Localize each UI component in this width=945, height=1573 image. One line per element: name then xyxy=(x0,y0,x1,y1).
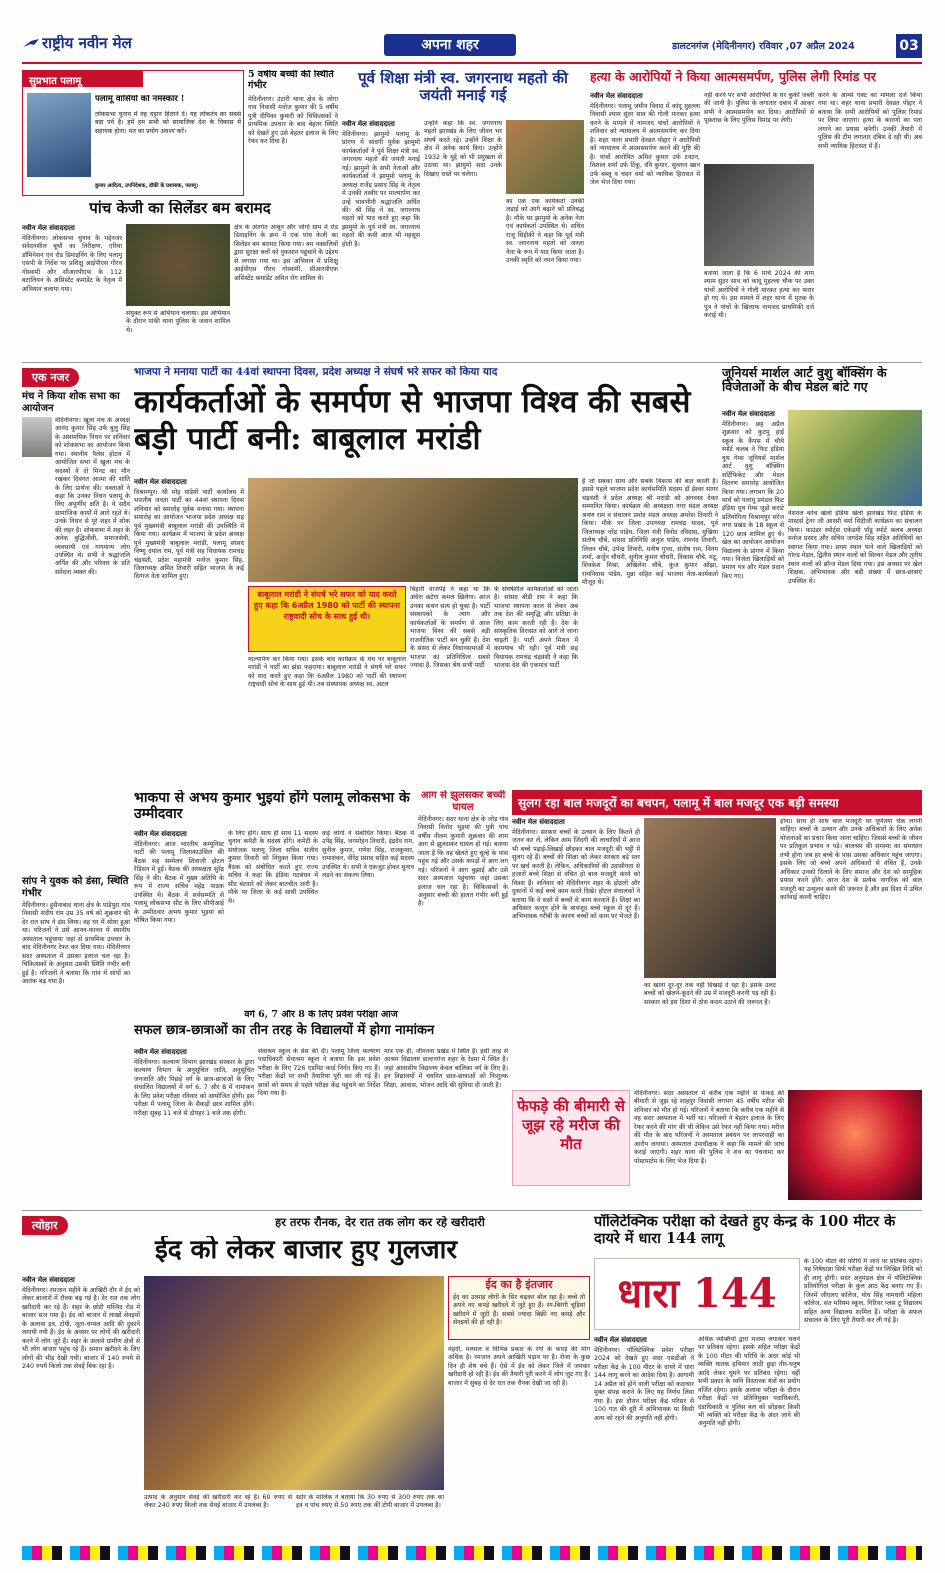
eid-caption: उत्पाद के अनुसार सेवई की खरीदारी कर रहे हैं। 60 रुपए से लेकर 240 रुपए किलो तक सेवई बाजार में उपलब्ध है। xyxy=(144,1494,292,1510)
shoksabha-headline: मंच ने किया शोक सभा का आयोजन xyxy=(22,391,120,414)
snakebite-body: मेदिनीनगर। हुसैनाबाद थाना क्षेत्र के पांडेपुरा गांव निवासी संदीप राम उम्र 35 वर्ष को शुक्रवार की देर रात सांप ने डंस लिया। वह घर में सोया हुआ था। परिजनों ने उसे आनन-फानन में स्थानीय अस्पताल पहुंचाया जहां से प्राथमिक उपचार के बाद मेदिनीनगर रेफर कर दिया गया। मेदिनीनगर सदर अस्पताल में उसका इलाज चल रहा है। चिकित्सकों के अनुसार उसकी स्थिति गंभीर बनी हुई है। परिजनों ने बताया कि गांव में सांपों का आतंक बढ़ गया है। xyxy=(22,902,130,985)
masthead xyxy=(22,34,922,62)
bjp-col1 xyxy=(134,478,244,786)
section-144-graphic xyxy=(594,1258,800,1330)
eid-story xyxy=(22,1214,590,1539)
jagarnath-col2: उन्होंने कहा कि स्व. जगरनाथ महतो झारखंड के लिए जीवन भर संघर्ष करते रहे। उन्होंने शिक्षा के क्षेत्र में अनेक कार्य किए। उन्होंने 1932 के मुद्दे को भी प्रमुखता से उठाया था। झामुमो सदा उनके दिखाए रास्ते पर चलेगा। xyxy=(424,120,502,178)
nomination-strapline: वर्ग 6, 7 और 8 के लिए प्रवेश परीक्षा आज xyxy=(244,1010,398,1020)
suprabhat-sign: कुमार आदित्य, उपनिदेशक, डॉकी के प्रशासक, पलामू। xyxy=(95,183,199,189)
lung-disease-story xyxy=(512,1090,922,1206)
child-labour-text-1: मेदिनीनगर। सरकार बच्चों के उत्थान के लिए कितने ही जतन कर लें, लेकिन आम जिंदगी की लाचारियों में आज भी बच्चे पढ़ाई-लिखाई छोड़कर बाल मजदूरी की भट्ठी में सुलग रहे हैं। बच्चों की शिक्षा को लेकर सरकार बड़े स्तर पर खर्च करती है। लेकिन, अधिकारियों की उदासीनता से हजारों बच्चे शिक्षा से वंचित हो बाल मजदूरी करने को विवश हैं। शनिवार को मेदिनीनगर शहर के होटलों और दुकानों में कई बच्चे काम करते दिखे। होटल संचालकों ने बताया कि वे सस्ते में बच्चों से काम करवाते हैं। शिक्षा का अधिकार कानून होने के बावजूद बच्चे स्कूल से दूर हैं। अभिभावक गरीबी के कारण बच्चों को काम पर भेजते हैं। xyxy=(512,829,640,921)
abhay-text-2: के लिए होंगे। साथ ही साथ 11 सदस्य चुनाव कमेटी के सदस्य होंगे। कमेटी के संयोजक पलामू जिला सचिव संजीव कुमार तिवारी को नियुक्त किया गया। बैठक को संबोधित करते हुए राज्य सचिव ने कहा कि इंडिया गठबंधन में सीट बंटवारे को लेकर बातचीत जारी है। मौके पर जिला के कई साथी उपस्थित थे। xyxy=(228,830,318,905)
wushu-col1 xyxy=(722,410,784,786)
dateline: डालटनगंज (मेदिनीनगर) रविवार ,07 अप्रैल 2024 xyxy=(672,41,855,52)
polytechnic-headline: पॉलिटेक्निक परीक्षा को देखते हुए केन्द्र के 100 मीटर के दायरे में धारा 144 लागू xyxy=(594,1214,896,1247)
section-144-text: धारा 144 xyxy=(617,1270,777,1317)
cylinder-photo xyxy=(126,224,230,306)
child-labour-caption: का खाना दूर-दूर तक नहीं दिखाई दे रहा है। इसके उलट बच्चों को खेलने-कूदने की उम्र में मजदूरी करनी पड़ रही है। सरकार को इस दिशा में ठोस कदम उठाने की जरूरत है। xyxy=(644,982,776,1006)
wushu-headline: जूनियर्स मार्शल आर्ट वुशु बॉक्सिंग के विजेताओं के बीच मेडल बांटे गए xyxy=(722,366,887,395)
surrender-text-1: मेदिनीनगर। पलामू जमीन विवाद में कांदू मुहल्ला निवासी श्याम सुंदर साव की गोली मारकर हत्या करने के मामले में नामजद पांचों आरोपियों ने शनिवार को न्यायालय में आत्मसमर्पण कर दिया है। शहर थाना प्रभारी देवव्रत पोद्दार ने आरोपियों को न्यायालय में आत्मसमर्पण करने की पुष्टि की है। पांचों आरोपित अमित कुमार उर्फ टनटन, विशाल शर्मा उर्फ टिंकू, रवि कुमार, सुल्तान खान उर्फ बब्लू व चंदन वर्मा को न्यायिक हिरासत में जेल भेज दिया गया। xyxy=(590,103,700,186)
abhay-col1 xyxy=(134,830,224,1006)
child-labour-text-2: होना। साथ ही साथ बाल मजदूरी पर पूर्णतया रोक लगनी चाहिए। बच्चों के उत्थान और उनके अधिकारों के लिए अनेक योजनाओं का प्रचार किया जाना चाहिए। जिससे बच्चों के जीवन पर प्रतिकूल प्रभाव न पड़े। बालश्रम की समस्या का समाधान तभी होगा जब हर बच्चे के पास उसका अधिकार पहुंच जाएगा। इसके लिए जो बच्चे अपने अधिकारों से वंचित हैं, उनके अधिकार उनको दिलाने के लिए समाज और देश को सामूहिक प्रयास करने होंगे। आज देश के प्रत्येक नागरिक को बाल मजदूरी का उन्मूलन करने की जरूरत है और इस दिशा में उचित कार्रवाई करनी चाहिए। xyxy=(780,818,922,901)
cylinder-byline: नवीन मेल संवाददाता xyxy=(22,224,75,232)
bird-logo-icon xyxy=(22,36,40,50)
polytechnic-text-2: अधिक व्यक्तियों द्वारा मजमा लगाकर चलने पर प्रतिबंध रहेगा। इसके सहित परीक्षा केंद्रों के 100 मीटर की परिधि के अंदर कोई भी व्यक्ति घातक हथियार लाठी छुड़ा तीर-धनुष आदि लेकर घूमने पर प्रतिबंध रहेगा। वहीं सभी प्रकार के ध्वनि विस्तारक यंत्रों का प्रयोग वर्जित रहेगा। इसके अलावा परीक्षा के दौरान परीक्षा केंद्रों पर प्रतिनियुक्त पदाधिकारी, दंडाधिकारी व पुलिस बल को छोड़कर किसी भी व्यक्ति को परीक्षा केंद्र के अंदर जाने की अनुमति नहीं होगी। xyxy=(698,1336,800,1428)
cylinder-text-1: मेदिनीनगर। लोकसभा चुनाव के मद्देनजर संवेदनशील बूथों का निरीक्षण, एरिया डॉमिनेशन एवं रोड डिमाइनिंग के लिए पलामू एसपी के निर्देश पर प्रशिक्षु आईपीएस गौरव गोस्वामी और सीआरपीएफ के 112 बटालियन के असिस्टेंट कमांडेंट के नेतृत्व में अभियान चलाया गया। xyxy=(22,235,122,293)
eid-market-photo xyxy=(144,1276,444,1490)
eid-headline: ईद को लेकर बाजार हुए गुलजार xyxy=(154,1236,458,1265)
abhay-story xyxy=(134,790,414,1006)
polytechnic-story xyxy=(594,1214,922,1539)
fire-headline: आग से झुलसकर बच्ची घायल xyxy=(420,790,506,813)
surrender-text-4: करने के आर्म्स एक्ट का मामला दर्ज किया गया था। शहर थाना प्रभारी देवव्रत पोद्दार ने बताया कि सभी आरोपियों को पुलिस रिमांड पर लिया जाएगा। हत्या के कारणों का पता लगाने का प्रयास करेगी। उनकी तैयारी में पुलिस की टीम लगातार दबिश दे रही थी। अब सभी न्यायिक हिरासत में हैं। xyxy=(818,92,922,150)
abhay-text-3: कई लोगों ने संबोधित किया। बैठक में उपेंद्र सिंह, जगमोहन तिवारी, इंद्रदेव राम, सुनील कुमार, गणेश सिंह, राजकुमार, रामाशंकर, वीरेंद्र प्रसाद सहित कई सदस्य उपस्थित थे। सभी ने एकजुट होकर चुनाव लड़ने का संकल्प लिया। xyxy=(322,830,414,880)
page-number: 03 xyxy=(896,34,922,58)
bjp-text-1: विश्रामपुर। श्री मोइ पांडेयों पार्टी कार्यालय में भारतीय जनता पार्टी का 44वां स्थापना दिवस शनिवार को समारोह पूर्वक मनाया गया। स्थापना समारोह का आयोजन भाजपा प्रदेश अध्यक्ष सह पूर्व मुख्यमंत्री बाबूलाल मरांडी की उपस्थिति में किया गया। कार्यक्रम में भाजपा के प्रदेश अध्यक्ष पूर्व मुख्यमंत्री बाबूलाल मरांडी, पलामू सांसद विष्णु दयाल राम, पूर्व मंत्री सह विधायक रामचंद्र चंद्रवंशी, प्रदेश महामंत्री मनोज कुमार सिंह, जिलाध्यक्ष अमित तिवारी सहित भाजपा के कई दिग्गज नेता शामिल हुए। xyxy=(134,489,244,581)
surrender-text-3: बताया जाता है कि 6 मार्च 2024 की शाम श्याम सुंदर साव को कांदू मुहल्ला चौक पर उक्त पांचों आरोपियों ने गोली मारकर हत्या कर फरार हो गए थे। इस मामले में शहर थाना में मृतक के पुत्र ने पांचों के खिलाफ नामजद प्राथमिकी दर्ज कराई थी। xyxy=(704,270,814,320)
jagarnath-col3: का एक एक कार्यकर्ता उनकी लड़ाई को आगे बढ़ाने को प्रतिबद्ध है। मौके पर झामुमो के अनेक नेता एवं कार्यकर्ता उपस्थित थे। सचिव राजू सिद्दीकी ने कहा कि पूर्व मंत्री स्व. जगरनाथ महतो को जनता नेता के रूप में याद किया जाता है। उनकी स्मृति को नमन किया गया। xyxy=(506,198,584,265)
bjp-text-3: बिहारी वाजपेई ने कहा था कि अंधेरा छंटेगा कमल खिलेगा। आज उनका कथन सत्य हो चुका है। पार्टी संस्थापकों के त्याग और कार्यकर्ताओं के समर्पण से आज भाजपा विश्व की सबसे बड़ी राजनीतिक पार्टी बन चुकी है। देश के संसद से लेकर विधानसभाओं में भाजपा का प्रतिनिधित्व सबसे ज्यादा है, जिसका श्रेय सभी पार्टी xyxy=(410,586,490,669)
eid-byline: नवीन मेल संवाददाता xyxy=(22,1276,75,1284)
wushu-byline: नवीन मेल संवाददाता xyxy=(722,410,775,418)
wushu-text-1: मेदिनीनगर। छह अप्रैल शुक्रवार को कुटमु हाई स्कूल के कैंपस में चौथे स्पोर्ट कलब ने फिट इंडिया यूथ गेम्स जूनियर्स मार्शल आर्ट वुशु बॉक्सिंग सर्टिफिकेट और मेडल वितरण समारोह आयोजित किया गया। लगभग कि 20 मार्च को पलामू प्रमंडल फिट इंडिया यूथ गेम्स जूडो कराटे प्रतियोगिता विश्रामपुर सरेज नगर प्रखंड के 18 स्कूल से 120 छात्र शामिल हुए थे। खेल का आयोजन आयोजन विद्यालय के प्रांगण में किया गया। विजेता खिलाड़ियों को प्रमाण पत्र और मेडल प्रदान किए गए। xyxy=(722,421,784,580)
fire-story xyxy=(418,790,508,1006)
bjp-text-5: है जो सबका साथ और सबके विकास की बात करती है। इससे पहले भाजपा प्रदेश कार्यसमिति सदस्य डॉ ईश्वर सागर चंद्रवंशी ने प्रदेश अध्यक्ष श्री मरांडी को अंगवस्त्र देकर सम्मानित किया। कार्यक्रम की अध्यक्षता नगर मंडल अध्यक्ष श्रवण राम व संचालन प्रमोद मंडल अध्यक्ष अमरेश तिवारी ने किया। मौके पर जिला उपाध्यक्ष रामचंद्र यादव, पूर्व जिलाध्यक्ष नरेंद्र पांडेय, जिला मंत्री विनोद रविदास, मुखिया संतोष चौबे, सांसद प्रतिनिधि अनुज पांडेय, रामनंद तिवारी, लिलन चौबे, उपेन्द्र तिवारी, मनीष गुप्ता, संतोष राम, विनय शर्मा, अर्जुन चौधरी, सुनील कुमार चौधरी, विकास चौबे, मंटू, शिवकेश मिश्रा, अखिलेश चौबे, कुंज कुमार ओझा, रामनिवास पांडेय, मुन्ना सहित कई भाजपा नेता-कार्यकर्ता मौजूद थे। xyxy=(582,478,718,587)
bjp-text-2: माल्यार्पण कर किया गया। इसके बाद कार्यक्रम के मंच पर बाबूलाल मरांडी ने पार्टी का झंडा फहराया। बाबूलाल मरांडी ने संघर्ष भरे सफर को याद करते हुए कहा कि 6अप्रैल 1980 को पार्टी की स्थापना राष्ट्रवादी सोच के साथ हुई थी। तब संस्थापक अध्यक्ष स्व. अटल xyxy=(248,656,406,689)
jagarnath-text-1: मेदिनीनगर। झामुमो पलामू के प्रांगण में सादगी पूर्वक झामुमो कार्यकर्ताओं ने पूर्व शिक्षा मंत्री स्व. जगरनाथ महतो की जयंती मनाई गई। झामुमो के सभी नेताओं और कार्यकर्ताओं ने झामुमो पलामू के अध्यक्ष राजेंद्र प्रसाद सिंह के नेतृत्व में उनकी तस्वीर पर माल्यार्पण कर उन्हें भावभीनी श्रद्धांजलि अर्पित की। श्री सिंह ने स्व. जगरनाथ महतो को याद करते हुए कहा कि झामुमो के पूर्व मंत्री स्व. जगरनाथ महतो की कमी आज भी महसूस होती है। xyxy=(342,131,420,248)
polytechnic-byline: नवीन मेल संवाददाता xyxy=(594,1336,647,1344)
eid-col1 xyxy=(22,1276,140,1539)
jagarnath-byline: नवीन मेल संवाददाता xyxy=(342,120,395,128)
bjp-strapline: भाजपा ने मनाया पार्टी का 44वां स्थापना दिवस, प्रदेश अध्यक्ष ने संघर्ष भरे सफर को किया याद xyxy=(134,366,498,378)
child-labour-byline: नवीन मेल संवाददाता xyxy=(512,818,565,826)
eid-tag: त्योहार xyxy=(22,1216,68,1235)
suprabhat-tag: सुप्रभात पलामू xyxy=(23,71,143,87)
suprabhat-greeting: पलामू वासियों को नमस्कार ! xyxy=(95,95,185,104)
divider-2 xyxy=(22,1210,922,1211)
surrender-col1 xyxy=(590,92,700,358)
surrender-byline: नवीन मेल संवाददाता xyxy=(590,92,643,100)
lung-body: मेदिनीनगर। सदर अस्पताल में करीब एक महीने से फेफड़े की बीमारी से जूझ रहे शाहपुर निवासी लगभग 45 वर्षीय मरीज की शनिवार को मौत हो गई। परिजनों ने बताया कि करीब एक महीने से वह सदर अस्पताल में भर्ती था। परिजनों ने बेहतर इलाज के लिए रेफर करने की मांग की थी लेकिन उसे रेफर नहीं किया गया। मरीज की मौत के बाद परिजनों ने अस्पताल प्रबंधन पर लापरवाही का आरोप लगाया। अस्पताल उपाधीक्षक ने कहा कि मामले की जांच कराई जाएगी। शहर थाना की पुलिस ने शव का पंचनामा कर पोस्टमार्टम के लिए भेज दिया है। xyxy=(634,1090,784,1165)
divider-1 xyxy=(22,362,922,363)
eid-box-text: ईद का उत्साह लोगों के सिर चढ़कर बोल रहा है। बच्चे तो अपने नए कपड़े खरीदने में जुटे हुए हैं। रंग-बिरंगी चूड़ियां खरीदने में जुटी हैं। सबसे ज्यादा बिक्री नए कपड़े और सेवइयों की हो रही है। xyxy=(453,1293,585,1326)
eid-text-2: मेहंदी, मलमल व विभिन्न प्रकार के रंगों के कपड़े की मांग अधिक है। रमजान अपने आखिरी पड़ाव पर है। रोजा के कुछ दिन ही शेष बचे हैं। ऐसे में ईद को लेकर जिले में जमकर खरीदारी हो रही है। ईद की तैयारी पूरी करने में लोग जुट गए हैं। बाजार में सुबह से देर रात तक रौनक देखी जा रही है। xyxy=(448,1346,590,1387)
snakebite-headline: सांप ने युवक को डंसा, स्थिति गंभीर xyxy=(22,876,129,899)
nomination-headline: सफल छात्र-छात्राओं का तीन तरह के विद्यालयों में होगा नामांकन xyxy=(134,1022,435,1038)
ek-nazar-tag: एक नजर xyxy=(22,368,79,387)
jagarnath-photo xyxy=(506,120,584,194)
cylinder-story xyxy=(22,200,338,358)
girl-body: मेदिनीनगर। उंटारी थाना क्षेत्र के जोगा गाव निवासी मनोज कुमार की 5 वर्षीय पुत्री दीपिका कुमारी को चिकित्सकों ने प्राथमिक उपचार के बाद बेहतर स्थिति को देखते हुए उसे बेहतर इलाज के लिए रेफर कर दिया है। xyxy=(248,95,338,146)
bjp-pullquote: बाबूलाल मरांडी ने संघर्ष भरे सफर को याद करते हुए कहा कि 6अप्रैल 1980 को पार्टी की स्थापना राष्ट्रवादी सोच के साथ हुई थी। xyxy=(248,586,406,652)
child-labour-col1 xyxy=(512,818,640,1086)
cylinder-headline: पांच केजी का सिलेंडर बम बरामद xyxy=(89,200,271,217)
fire-body: मेदिनीनगर। सदर थाना क्षेत्र के जोड़ गांव निवासी विनोद भुइयां की पुत्री पांच वर्षीय नीलम कुमारी शुक्रवार की शाम आग से झुलसकर घायल हो गई। बताया जाता है कि वह खेलते हुए चूल्हे के पास पहुंच गई और उसके कपड़ों में आग लग गई। परिजनों ने आग बुझाई और उसे सदर अस्पताल पहुंचाया जहां उसका इलाज चल रहा है। चिकित्सकों के अनुसार बच्ची की हालत गंभीर बनी हुई है। xyxy=(418,816,508,908)
lung-illustration xyxy=(788,1090,922,1200)
bjp-headline: कार्यकर्ताओं के समर्पण से भाजपा विश्व की सबसे बड़ी पार्टी बनी: बाबूलाल मरांडी xyxy=(134,384,691,458)
officer-photo xyxy=(27,93,91,177)
child-labour-story xyxy=(512,790,922,1086)
wushu-text-2: नेशनल कोच खेलो इंडिया खेलो झारखंड फिट इंडिया के मास्टर्स ट्रेनर जी आरसी वर्मा सिटीजी कार्यक्रम का संचालन किया। फाउंडर स्पोर्ट्स एकेडमी पाँडू स्पोर्ट कलब अध्यक्ष मनोज प्रसाद और सचिव जगदेश सिंह सहित अतिथियों का स्वागत किया गया। प्रथम स्थान पाने वाले खिलाड़ियों को गोल्ड मेडल, द्वितीय स्थान वालों को सिल्वर मेडल और तृतीय स्थान वालों को ब्रॉन्ज मेडल दिया गया। इस अवसर पर खेल शिक्षक, अभिभावक और बड़ी संख्या में छात्र-छात्राएं उपस्थित थे। xyxy=(788,510,922,585)
suprabhat-quote: लोकसभा चुनाव में वह चट्टान हिलाने दें। यह लोकतंत्र का सबसे बड़ा पर्व है। हमें हम सभी को सामाजिक देश के विकास में सहायक होना। मत का प्रयोग अवश्य करें। xyxy=(95,111,241,135)
section-label: अपना शहर xyxy=(384,34,516,56)
eid-box xyxy=(448,1276,590,1340)
paper-name: राष्ट्रीय नवीन मेल xyxy=(42,35,132,52)
girl-headline: 5 वर्षीय बच्ची की स्थिति गंभीर xyxy=(248,70,334,91)
nomination-col1 xyxy=(134,1048,254,1206)
shoksabha-body: मेदिनीनगर। खुला मंच के अध्यक्ष आनंद कुमार सिंह उर्फ बुलु सिंह के असामयिक निधन पर शनिवार को शोकसभा का आयोजन किया गया। स्थानीय पैलेस होटल में आयोजित सभा में खुला मंच के सदस्यों ने दो मिनट का मौन रखकर दिवंगत आत्मा की शांति के लिए प्रार्थना की। वक्ताओं ने कहा कि उनका निधन पलामू के लिए अपूर्णीय क्षति है। वे सदैव सामाजिक कार्यों में आगे रहते थे। उनके निधन से पूरे शहर में शोक की लहर है। शोकसभा में शहर के अनेक बुद्धिजीवी, समाजसेवी, व्यवसायी एवं गणमान्य लोग उपस्थित थे। सभी ने श्रद्धांजलि अर्पित की और परिवार के प्रति संवेदना व्यक्त की। xyxy=(55,417,130,576)
surrender-story xyxy=(590,70,922,358)
girl-story xyxy=(248,70,338,196)
nomination-text-3: मात्र एक ही, जीमनवा प्रखंड में स्थित है। इसी तरह से आश्रम विद्यालय डाल्टनगंज शहर के रेडमा में स्थित है। जहां आवासीय विद्यालय केवल बालिका वर्ग के लिए है। इन विद्यालयों में चयनित छात्र-छात्राओं को निःशुल्क शिक्षा, आवास, भोजन आदि की सुविधा दी जाती है। xyxy=(384,1048,508,1089)
ek-nazar-column xyxy=(22,366,130,1206)
masthead-rule xyxy=(22,62,922,64)
bjp-byline: नवीन मेल संवाददाता xyxy=(134,478,187,486)
polytechnic-text-3: के 100 मीटर की परिधि में जाने पर प्रतिबंध रहेगा। यह निषेधाज्ञा सिर्फ परीक्षा केंद्रों पर लिखित तिथि को ही लागू होगी। सदर अनुमंडल क्षेत्र में पॉलिटेक्निक प्रतियोगिता परीक्षा के कुल आठ केंद्र बनाए गए हैं। जिनमें जीएलए कॉलेज, योध सिंह नामधारी महिला कॉलेज, संत मरियम स्कूल, गिरिवर प्लस टू विद्यालय सहित अन्य विद्यालय शामिल हैं। परीक्षा के सफल संचालन के लिए पूरी तैयारी कर ली गई है। xyxy=(804,1258,922,1325)
eid-text-3: स्टोर के मालिक ने बताया कि 30 रुपए से 300 रुपए तक का इत्र व पांच रुपए से 50 रुपए तक की टोपी बाजार में उपलब्ध है। xyxy=(296,1494,444,1510)
eid-box-title: ईद का है इंतजार xyxy=(485,1278,553,1291)
surrender-text-2: नहीं करने पर सभी आरोपियों के घर कुर्की जब्ती की जानी है। पुलिस के लगातार दबाव में आकर सभी ने आत्मसमर्पण कर दिया। आरोपियों से पूछताछ के लिए पुलिस रिमांड पर लेगी। xyxy=(704,92,814,125)
abhay-byline: नवीन मेल संवाददाता xyxy=(134,830,187,838)
abhay-headline: भाकपा से अभय कुमार भुइयां होंगे पलामू लोकसभा के उम्मीदवार xyxy=(134,790,410,823)
lung-headline: फेफड़े की बीमारी से जूझ रहे मरीज की मौत xyxy=(517,1097,625,1153)
jagarnath-headline: पूर्व शिक्षा मंत्री स्व. जगरनाथ महतो की जयंती मनाई गई xyxy=(358,70,568,105)
bjp-photo xyxy=(248,478,578,582)
nomination-byline: नवीन मेल संवाददाता xyxy=(134,1048,187,1056)
jagarnath-story xyxy=(342,70,584,358)
cylinder-text-2: क्षेत्र के अंतर्गत आबून और जोगो ग्राम में रोड डिमाइनिंग के क्रम में एक पांच केजी का सिलेंडर बम बरामद किया गया। बम नक्सलियों द्वारा सुरक्षा बलों को नुकसान पहुंचाने के उद्देश्य से लगाया गया था। इस अभियान में प्रशिक्षु आईपीएस गौरव गोस्वामी, सीआरपीएफ असिस्टेंट कमांडेंट अमित रोग शामिल थे। xyxy=(234,224,338,282)
child-labour-photo xyxy=(644,818,776,978)
handcuff-photo xyxy=(704,164,814,266)
eid-text-1: मेदिनीनगर। रमजान महीने के आखिरी दौर में ईद को लेकर बाजारों में रौनक बढ़ गई है। देर रात तक लोग खरीदारी कर रहे हैं। शहर के छोटी मस्जिद रोड में बाजार सज गया है। ईद को बाजार में लाखों सेवइयों के अलावा इत्र, टोपी, जूता-चप्पल आदि की दुकानें लगायी गयी हैं। ईद के अवसर पर लोगों की खरीदारी करने में लोग जुटे हैं। शहर के अलावे ग्रामीण क्षेत्रों से भी लोग बाजार पहुंच रहे हैं। समान खरीदने के लिए लोगों की भीड़ देखी गयी। बाजार में 140 रुपये से 240 रुपये किलो तक सेवई बिक रहा है। xyxy=(22,1287,140,1370)
deceased-photo xyxy=(22,417,52,457)
polytechnic-col1 xyxy=(594,1336,694,1539)
eid-strapline: हर तरफ रौनक, देर रात तक लोग कर रहे खरीदारी xyxy=(275,1216,485,1229)
nomination-text-1: मेदिनीनगर। कल्याण विभाग झारखंड सरकार के द्वारा कल्याण विभाग के अनुसूचित जाति, अनुसूचित जनजाति और पिछड़े वर्ग के छात्र-छात्राओं के लिए संचालित विद्यालयों में वर्ग 6, 7 और 8 में नामांकन के लिए प्रवेश परीक्षा रविवार को आयोजित होगी। इस परीक्षा में पलामू जिला के सैकड़ों छात्र शामिल होंगे। परीक्षा सुबह 11 बजे से दोपहर 1 बजे तक होगी। xyxy=(134,1059,254,1117)
wushu-photo xyxy=(788,410,922,506)
child-labour-headline: सुलग रहा बाल मजदूरों का बचपन, पलामू में बाल मजदूर एक बड़ी समस्या xyxy=(512,790,922,815)
jagarnath-col1 xyxy=(342,120,420,356)
nomination-text-2: सेवाश्रम स्कूल के प्रेस की दी। पलामू जिला कल्याण पदाधिकारी सेवाश्रम स्कूल ने बताया कि इस प्रवेश परीक्षा के लिए 726 एडमिट कार्ड निर्गत किए गए हैं। परीक्षा केंद्रों पर सभी तैयारियां पूरी कर ली गई हैं। छात्रों को समय से पहले परीक्षा केंद्र पहुंचने का निर्देश दिया गया है। xyxy=(258,1048,380,1098)
suprabhat-box xyxy=(22,70,244,196)
wushu-story xyxy=(722,366,922,786)
cylinder-caption: संयुक्त रूप से अभियान चलाया। इस अभियान के दौरान पांकी थाना पुलिस के जवान शामिल थे। xyxy=(126,310,230,334)
abhay-text-1: मेदिनीनगर। आज भारतीय कम्युनिस्ट पार्टी की पलामू जिलाकाउंसिल की बैठक सह सम्मेलन शिवाजी होटल रेडिसन में हुई। बैठक की अध्यक्षता सुरेंद्र सिंह ने की। बैठक में मुख्य अतिथि के रूप में राज्य सचिव महेंद्र पाठक उपस्थित थे। बैठक में सर्वसम्मति से पलामू लोकसभा सीट के लिए सीपीआई के उम्मीदवार अभय कुमार भुइयां को घोषित किया गया। xyxy=(134,841,224,924)
lung-headline-box xyxy=(512,1090,630,1186)
bjp-text-4: के संघर्षशील कार्यकर्ताओं को जाता है। सांसद बीडी राम ने कहा कि भाजपा स्थापना काल से लेकर अब तक देश की समृद्धि और प्रतिष्ठा के लिए काम करती रही है। देश के सांस्कृतिक विरासत को आगे ले जाना चाहती है। पार्टी अपने मिशन में कामयाब भी रही। पूर्व मंत्री सह विधायक रामचंद्र चंद्रवंशी ने कहा कि भाजपा देश की एकमात्र पार्टी xyxy=(494,586,578,669)
surrender-headline: हत्या के आरोपियों ने किया आत्मसमर्पण, पुलिस लेगी रिमांड पर xyxy=(590,70,876,84)
cylinder-col1 xyxy=(22,224,122,358)
bjp-story xyxy=(134,366,718,786)
cmyk-strip xyxy=(22,1546,922,1560)
polytechnic-text-1: मेदिनीनगर। पॉलिटेक्निक प्रवेश परीक्षा 2024 को देखते हुए सदर एसडीओ ने परीक्षा केंद्र के 100 मीटर के दायरे में धारा 144 लागू करने का आदेश दिया है। आगामी 14 अप्रैल को होने वाली परीक्षा को कदाचार मुक्त संपन्न कराने के लिए यह निर्णय लिया गया है। इस दौरान परीक्षा केंद्र परिसर से 100 गज की दूरी में अभिभावक या किसी अन्य को रहने की अनुमति नहीं होगी। xyxy=(594,1347,694,1422)
nomination-story xyxy=(134,1010,508,1206)
